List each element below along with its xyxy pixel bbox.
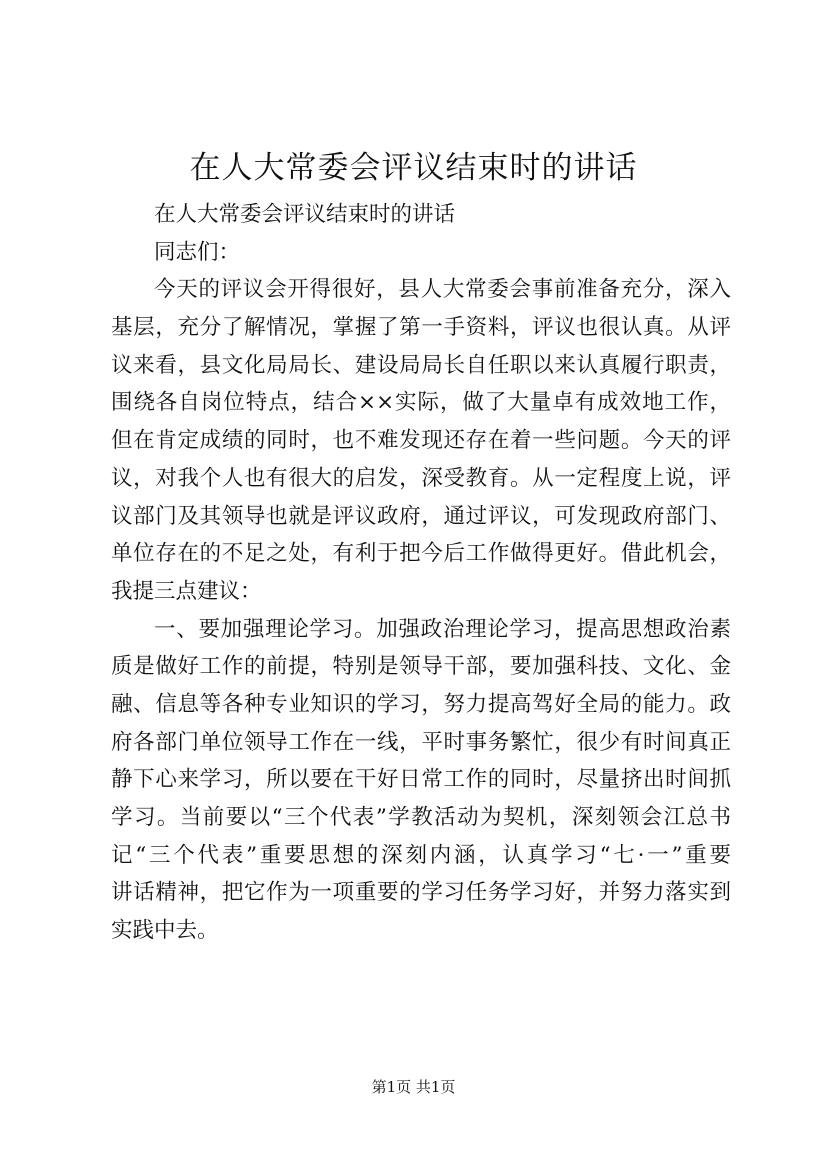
subtitle-line: 在人大常委会评议结束时的讲话 [154, 202, 456, 227]
paragraph-line: 记“三个代表”重要思想的深刻内涵，认真学习“七·一”重要 [111, 842, 731, 868]
paragraph-line: 议来看，县文化局局长、建设局局长自任职以来认真履行职责， [111, 352, 731, 378]
paragraph-line: 围绕各自岗位特点，结合××实际，做了大量卓有成效地工作， [111, 390, 731, 416]
paragraph-line: 讲话精神，把它作为一项重要的学习任务学习好，并努力落实到 [111, 880, 731, 906]
paragraph-line: 质是做好工作的前提，特别是领导干部，要加强科技、文化、金 [111, 654, 731, 680]
paragraph-line: 今天的评议会开得很好，县人大常委会事前准备充分，深入 [154, 277, 731, 303]
paragraph-line: 融、信息等各种专业知识的学习，努力提高驾好全局的能力。政 [111, 691, 731, 717]
paragraph-line: 一、要加强理论学习。加强政治理论学习，提高思想政治素 [154, 616, 731, 642]
paragraph-line: 我提三点建议： [111, 578, 262, 604]
page-footer: 第1页 共1页 [371, 1078, 456, 1096]
document-title: 在人大常委会评议结束时的讲话 [189, 150, 638, 186]
document-body [111, 196, 731, 950]
paragraph-line: 府各部门单位领导工作在一线，平时事务繁忙，很少有时间真正 [111, 729, 731, 755]
paragraph-line: 静下心来学习，所以要在干好日常工作的同时，尽量挤出时间抓 [111, 767, 731, 793]
paragraph-line: 议部门及其领导也就是评议政府，通过评议，可发现政府部门、 [111, 503, 731, 529]
paragraph-line: 基层，充分了解情况，掌握了第一手资料，评议也很认真。从评 [111, 315, 731, 341]
paragraph-line: 实践中去。 [111, 918, 219, 944]
paragraph-line: 单位存在的不足之处，有利于把今后工作做得更好。借此机会， [111, 541, 731, 567]
paragraph-line: 学习。当前要以“三个代表”学教活动为契机，深刻领会江总书 [111, 805, 731, 830]
paragraph-line: 议，对我个人也有很大的启发，深受教育。从一定程度上说，评 [111, 465, 731, 491]
paragraph-line: 但在肯定成绩的同时，也不难发现还存在着一些问题。今天的评 [111, 428, 731, 454]
salutation-line: 同志们： [154, 239, 241, 265]
